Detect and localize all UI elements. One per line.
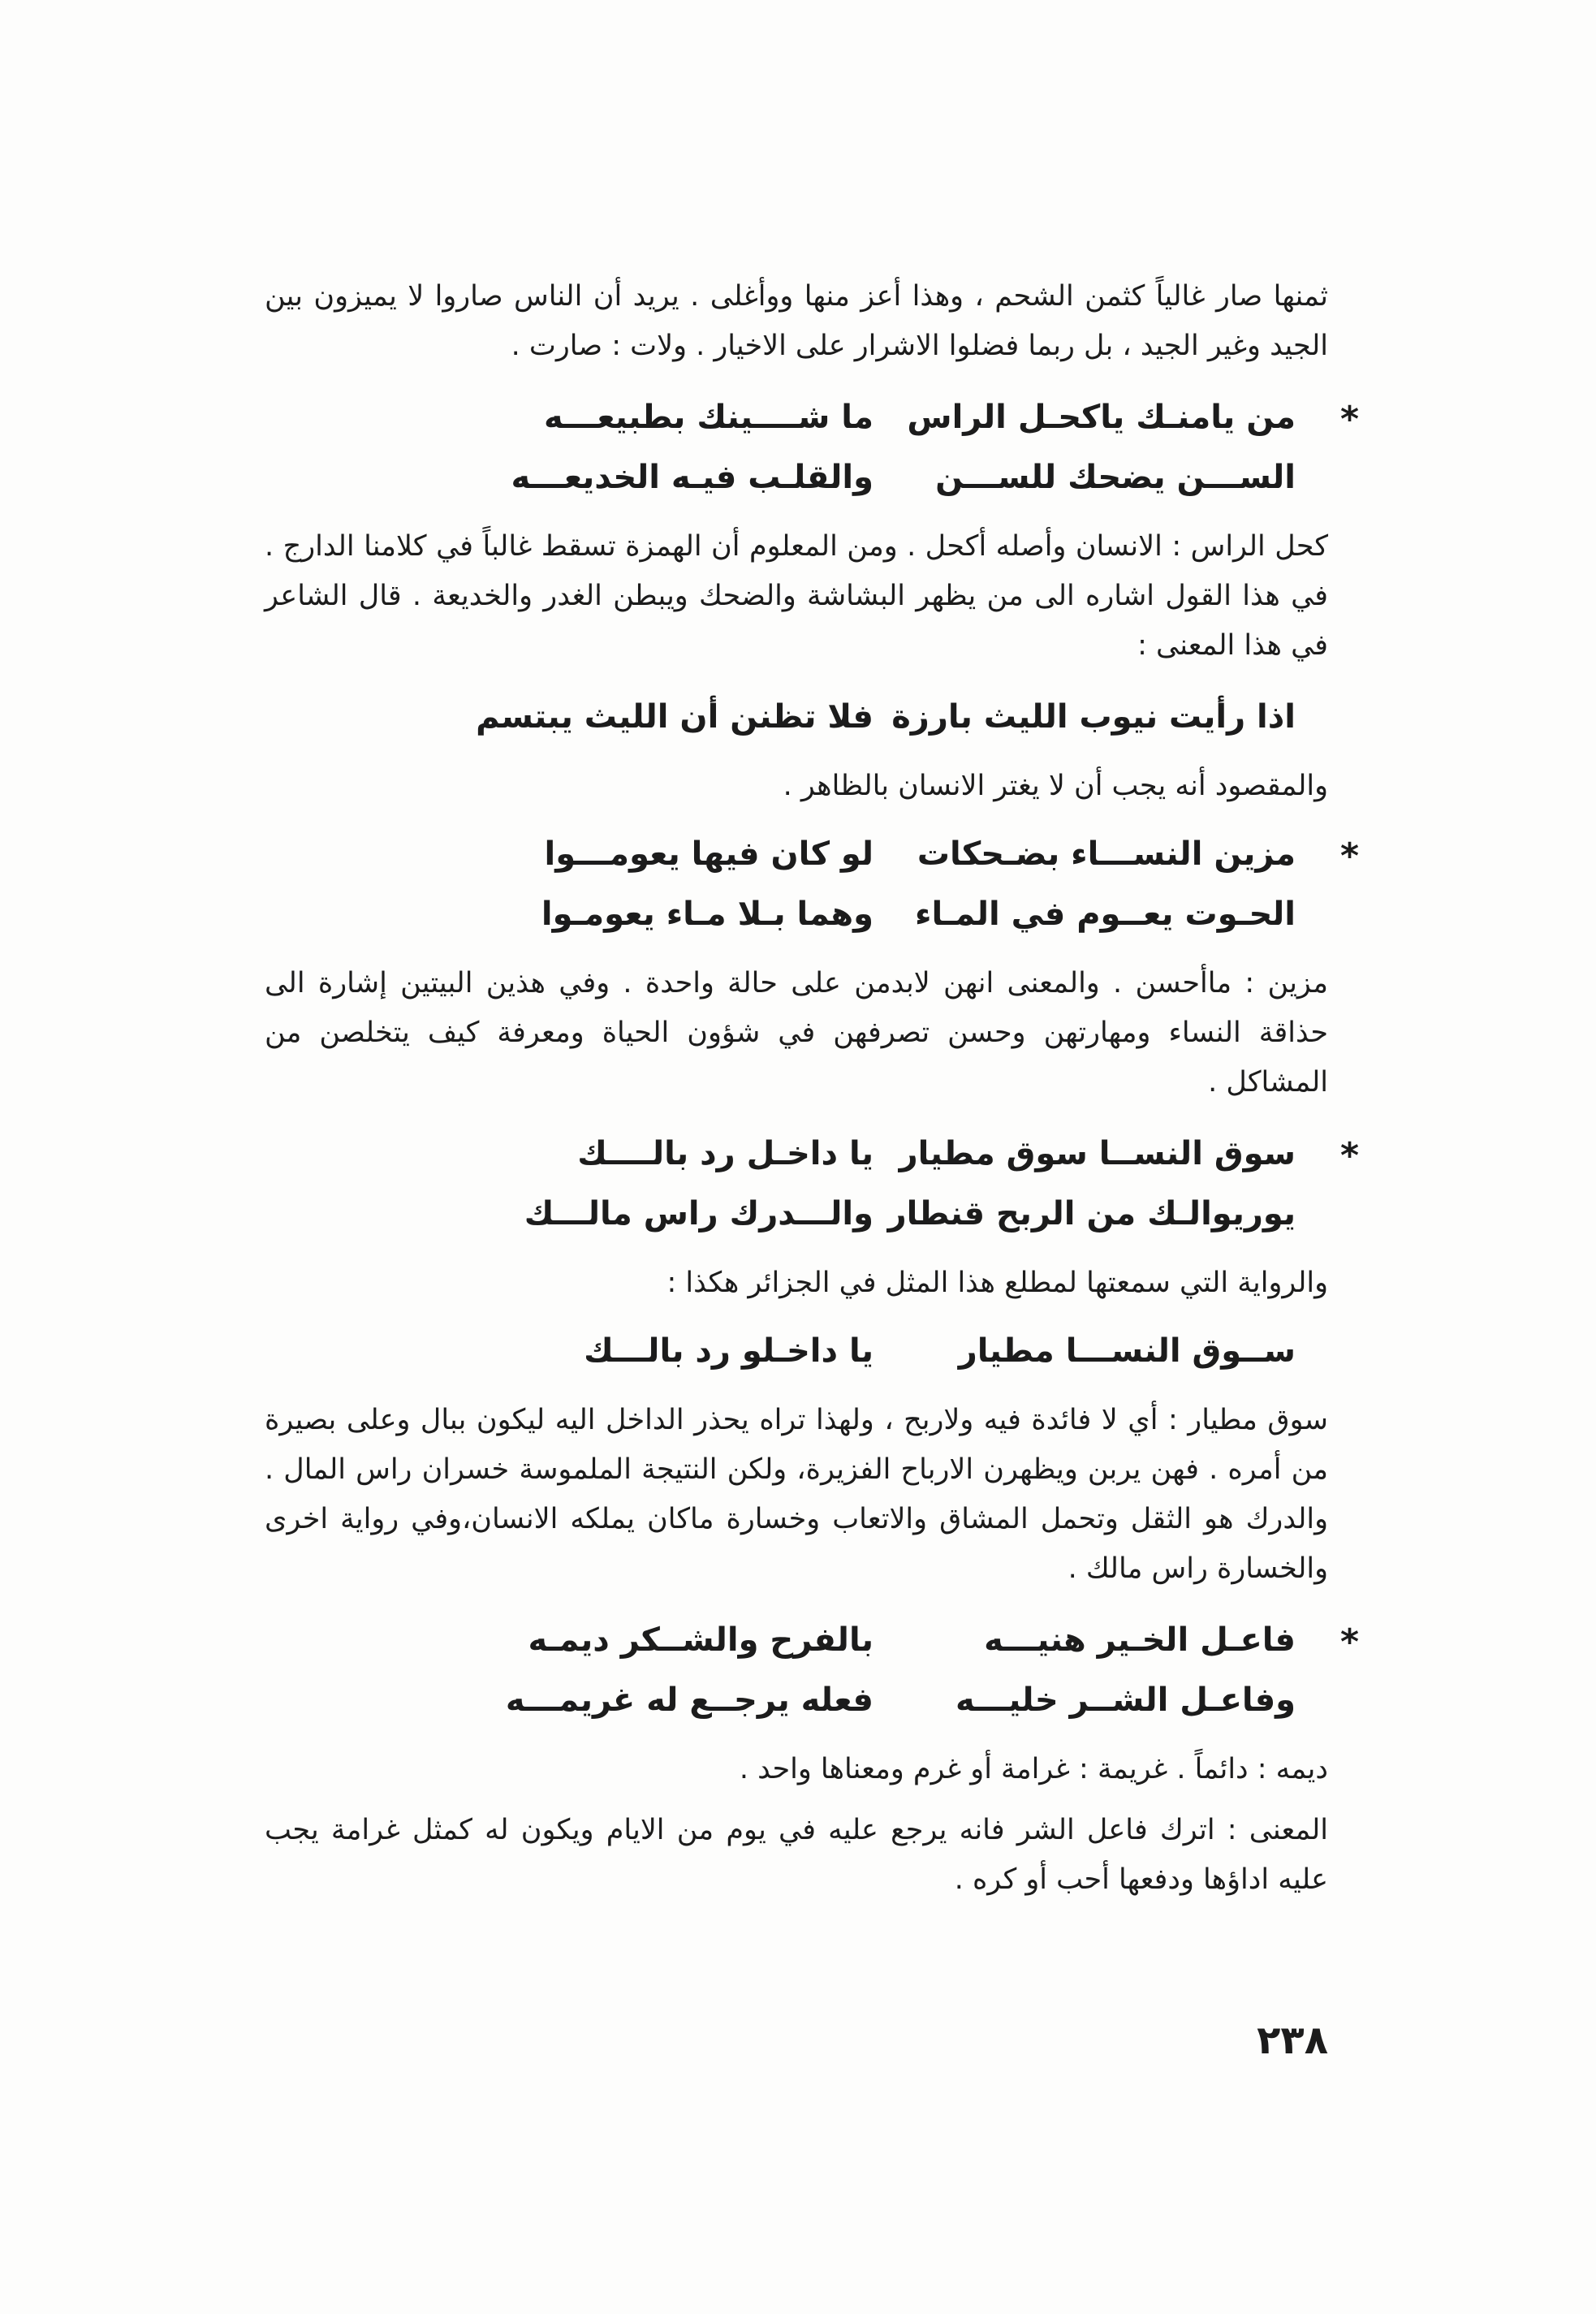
proverb-3	[265, 1124, 1359, 1244]
verse-row	[265, 884, 1328, 944]
proverb-3-variant	[265, 1321, 1328, 1381]
proverb-4	[265, 1610, 1359, 1730]
verse-row	[265, 824, 1328, 884]
asterisk-marker: *	[1339, 1135, 1359, 1176]
asterisk-marker: *	[1339, 399, 1359, 440]
verse-second-hemistich: فلا تظنن أن الليث يبتسم	[476, 698, 873, 736]
paragraph-meaning-1: والمقصود أنه يجب أن لا يغتر الانسان بالظاهر .	[783, 770, 1328, 802]
paragraph-meaning-final: المعنى : اترك فاعل الشر فانه يرجع عليه في يوم من الايام ويكون له كمثل غرامة يجب عليه اداؤها ودفعها أحب أو كره .	[265, 1814, 1328, 1896]
verse-second-hemistich: والقلـب فيـه الخديعـــه	[511, 459, 873, 496]
verse-first-hemistich: ســوق النســـا مطيار	[958, 1332, 1296, 1370]
verse-first-hemistich: الحـوت يعــوم في المـاء	[915, 896, 1296, 933]
verse-row	[265, 1610, 1328, 1670]
verse-first-hemistich: الســـن يضحك للســـن	[935, 459, 1296, 496]
paragraph-explanation-1: كحل الراس : الانسان وأصله أكحل . ومن المعلوم أن الهمزة تسقط غالباً في كلامنا الدارج . في هذا القول اشاره الى من يظهر البشاشة والضحك ويبطن الغدر والخديعة . قال الشاعر في هذا المعنى :	[265, 530, 1328, 662]
verse-row	[265, 1184, 1328, 1244]
verse-first-hemistich: من يامنـك ياكحـل الراس	[907, 399, 1296, 436]
asterisk-marker: *	[1339, 1621, 1359, 1663]
verse-row	[265, 387, 1328, 447]
paragraph-explanation-3: سوق مطيار : أي لا فائدة فيه ولاربح ، ولهذا تراه يحذر الداخل اليه ليكون ببال وعلى بصيرة من أمره . فهن يربن ويظهرن الارباح الفزيرة، ولكن النتيجة الملموسة خسران راس المال . والدرك هو الثقل وتحمل المشاق والاتعاب وخسارة ماكان يملكه الانسان،وفي رواية اخرى والخسارة راس مالك .	[265, 1404, 1328, 1585]
verse-row	[265, 1670, 1328, 1730]
paragraph-explanation-2: مزين : ماأحسن . والمعنى انهن لابدمن على حالة واحدة . وفي هذين البيتين إشارة الى حذاقة النساء ومهارتهن وحسن تصرفهن في شؤون الحياة ومعرفة كيف يتخلصن من المشاكل .	[265, 967, 1328, 1099]
verse-first-hemistich: وفاعـل الشــر خليـــه	[955, 1682, 1296, 1719]
page-number: ٢٣٨	[1257, 2018, 1328, 2063]
verse-row	[265, 1124, 1328, 1184]
paragraph-glossary: ديمه : دائماً . غريمة : غرامة أو غرم ومعناها واحد .	[739, 1753, 1328, 1785]
proverb-1	[265, 387, 1359, 507]
proverb-2	[265, 824, 1359, 944]
verse-first-hemistich: فاعـل الخـير هنيـــه	[984, 1621, 1296, 1659]
poet-verse	[265, 687, 1328, 747]
verse-second-hemistich: ما شــــينك بطبيعـــه	[543, 399, 873, 436]
paragraph-variant-intro: والرواية التي سمعتها لمطلع هذا المثل في الجزائر هكذا :	[666, 1267, 1328, 1299]
verse-row	[265, 687, 1328, 747]
verse-second-hemistich: بالفرح والشــكر ديمـه	[528, 1621, 873, 1659]
verse-row	[265, 447, 1328, 507]
verse-second-hemistich: يا داخـل رد بالــــك	[577, 1135, 873, 1172]
verse-second-hemistich: يا داخـلو رد بالـــك	[584, 1332, 873, 1370]
verse-first-hemistich: اذا رأيت نيوب الليث بارزة	[891, 698, 1296, 736]
paragraph-intro: ثمنها صار غالياً كثمن الشحم ، وهذا أعز منها ووأغلى . يريد أن الناس صاروا لا يميزون بين الجيد وغير الجيد ، بل ربما فضلوا الاشرار على الاخيار . ولات : صارت .	[265, 280, 1328, 362]
verse-row	[265, 1321, 1328, 1381]
verse-first-hemistich: سوق النســا سوق مطيار	[899, 1135, 1296, 1172]
verse-second-hemistich: وهما بـلا مـاء يعومـوا	[541, 896, 873, 933]
text-column	[265, 272, 1359, 1921]
verse-second-hemistich: والـــدرك راس مالـــك	[524, 1195, 873, 1233]
verse-second-hemistich: فعله يرجــع له غريمـــه	[505, 1682, 873, 1719]
verse-first-hemistich: مزين النســـاء بضـحكات	[917, 835, 1296, 873]
asterisk-marker: *	[1339, 835, 1359, 877]
verse-first-hemistich: يوريوالـك من الربح قنطار	[887, 1195, 1296, 1233]
verse-second-hemistich: لو كان فيها يعومـــوا	[544, 835, 873, 873]
